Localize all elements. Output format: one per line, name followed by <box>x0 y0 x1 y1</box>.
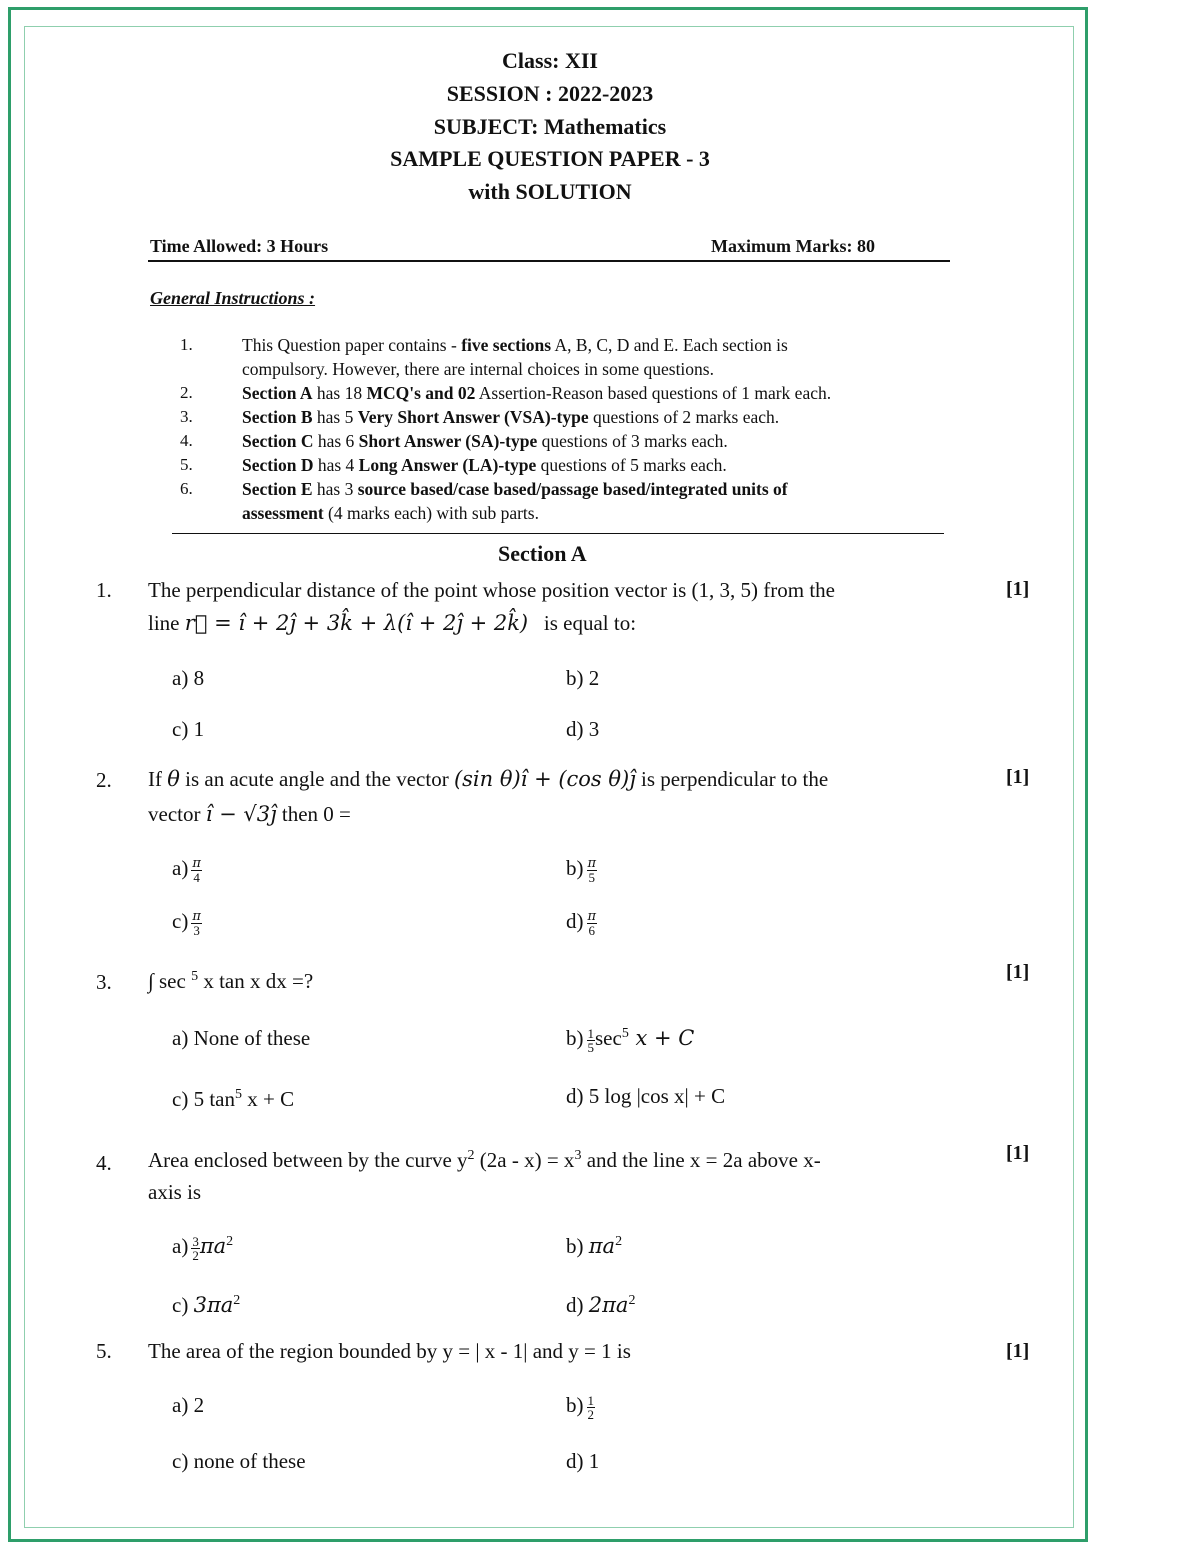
question-text: The perpendicular distance of the point whose position vector is (1, 3, 5) from the <box>148 578 835 602</box>
option-b: b) $\pi a^2$ <box>566 1234 623 1258</box>
section-title: Section A <box>498 541 587 566</box>
header-rule <box>148 260 950 262</box>
vector-expression: (sin θ)î + (cos θ)ĵ <box>453 767 636 791</box>
option-d: d) $\frac{\pi}{6}$ <box>566 908 597 938</box>
option-c: c) 1 <box>172 717 205 741</box>
question-text: If θ is an acute angle and the vector (sin θ)î + (cos θ)ĵ is perpendicular to the <box>148 767 829 791</box>
instruction-number: 1. <box>180 335 193 354</box>
option-b: b) $\frac{1}{2}$ <box>566 1392 594 1422</box>
question-number: 1. <box>96 578 112 602</box>
option-c: c) none of these <box>172 1449 306 1473</box>
general-instructions-heading: General Instructions : <box>150 288 316 308</box>
instruction-text: This Question paper contains - five sections A, B, C, D and E. Each section is <box>242 335 788 355</box>
instruction-text: Section B has 5 Very Short Answer (VSA)-type questions of 2 marks each. <box>242 407 780 427</box>
instruction-text: Section C has 6 Short Answer (SA)-type questions of 3 marks each. <box>242 431 728 451</box>
fraction: $\frac{\pi}{4}$ <box>192 855 201 885</box>
option-c: c) $\frac{\pi}{3}$ <box>172 908 201 938</box>
fraction: $\frac{1}{5}$ <box>587 1025 594 1055</box>
option-a: a) $\frac{3}{2}$ $\pi a^2$ <box>172 1233 234 1263</box>
option-b: b) $\frac{1}{5}$ $\sec^5 x + C$ <box>566 1025 695 1055</box>
question-mark: [1] <box>1006 766 1030 788</box>
instruction-number: 3. <box>180 407 193 426</box>
fraction: $\frac{3}{2}$ <box>192 1233 199 1263</box>
question-text: Area enclosed between by the curve $y^2$ $(2a - x) = x^3$ and the line x = 2a above x- <box>148 1148 821 1172</box>
question-number: 2. <box>96 768 112 792</box>
paper-title: SAMPLE QUESTION PAPER - 3 <box>390 146 710 171</box>
option-a: a) $\frac{\pi}{4}$ <box>172 855 201 885</box>
instruction-number: 4. <box>180 431 193 450</box>
solution-line: with SOLUTION <box>468 179 632 204</box>
option-a: a) 2 <box>172 1393 205 1417</box>
fraction: $\frac{\pi}{3}$ <box>192 908 201 938</box>
option-d: d) $2\pi a^2$ <box>566 1293 636 1317</box>
option-d: d) 3 <box>566 717 600 741</box>
question-number: 4. <box>96 1151 112 1175</box>
instructions-rule <box>172 533 944 534</box>
question-text: ∫ sec $^5$ x tan x dx =? <box>148 969 314 993</box>
question-mark: [1] <box>1006 1340 1030 1362</box>
question-mark: [1] <box>1006 1142 1030 1164</box>
instruction-number: 5. <box>180 455 193 474</box>
option-b: b) $\frac{\pi}{5}$ <box>566 855 597 885</box>
question-number: 3. <box>96 970 112 994</box>
option-d: d) 5 log |cos x| + C <box>566 1084 726 1108</box>
subject-line: SUBJECT: Mathematics <box>433 114 667 139</box>
instruction-text: Section A has 18 MCQ's and 02 Assertion-Reason based questions of 1 mark each. <box>242 383 832 403</box>
option-a: a) None of these <box>172 1026 311 1050</box>
instruction-text: compulsory. However, there are internal choices in some questions. <box>242 359 714 379</box>
question-text: axis is <box>148 1180 202 1204</box>
question-number: 5. <box>96 1339 112 1363</box>
vector-equation: r⃗ = î + 2ĵ + 3k̂ + λ(î + 2ĵ + 2k̂) <box>184 611 529 635</box>
instruction-text: Section E has 3 source based/case based/passage based/integrated units of <box>242 479 788 499</box>
option-d: d) 1 <box>566 1449 600 1473</box>
fraction: $\frac{1}{2}$ <box>587 1392 594 1422</box>
instruction-text: Section D has 4 Long Answer (LA)-type questions of 5 marks each. <box>242 455 727 475</box>
question-text: line r⃗ = î + 2ĵ + 3k̂ + λ(î + 2ĵ + 2k̂) is equal to: <box>148 611 637 635</box>
instruction-number: 2. <box>180 383 193 402</box>
fraction: $\frac{\pi}{5}$ <box>587 855 597 885</box>
question-text: vector î − √3ĵ then 0 = <box>148 802 351 826</box>
time-allowed: Time Allowed: 3 Hours <box>150 236 329 256</box>
maximum-marks: Maximum Marks: 80 <box>711 236 875 256</box>
question-mark: [1] <box>1006 578 1030 600</box>
instruction-text: assessment (4 marks each) with sub parts. <box>242 503 539 523</box>
option-c: c) 5 $\tan^5 x + C$ <box>172 1087 295 1111</box>
option-c: c) $3\pi a^2$ <box>172 1293 241 1317</box>
instruction-number: 6. <box>180 479 193 498</box>
session-line: SESSION : 2022-2023 <box>446 81 654 106</box>
option-b: b) 2 <box>566 666 600 690</box>
fraction: $\frac{\pi}{6}$ <box>587 908 597 938</box>
class-line: Class: XII <box>502 48 598 73</box>
question-mark: [1] <box>1006 961 1030 983</box>
question-text: The area of the region bounded by y = | x - 1| and y = 1 is <box>148 1339 631 1363</box>
vector-expression: î − √3ĵ <box>205 802 277 826</box>
option-a: a) 8 <box>172 666 205 690</box>
